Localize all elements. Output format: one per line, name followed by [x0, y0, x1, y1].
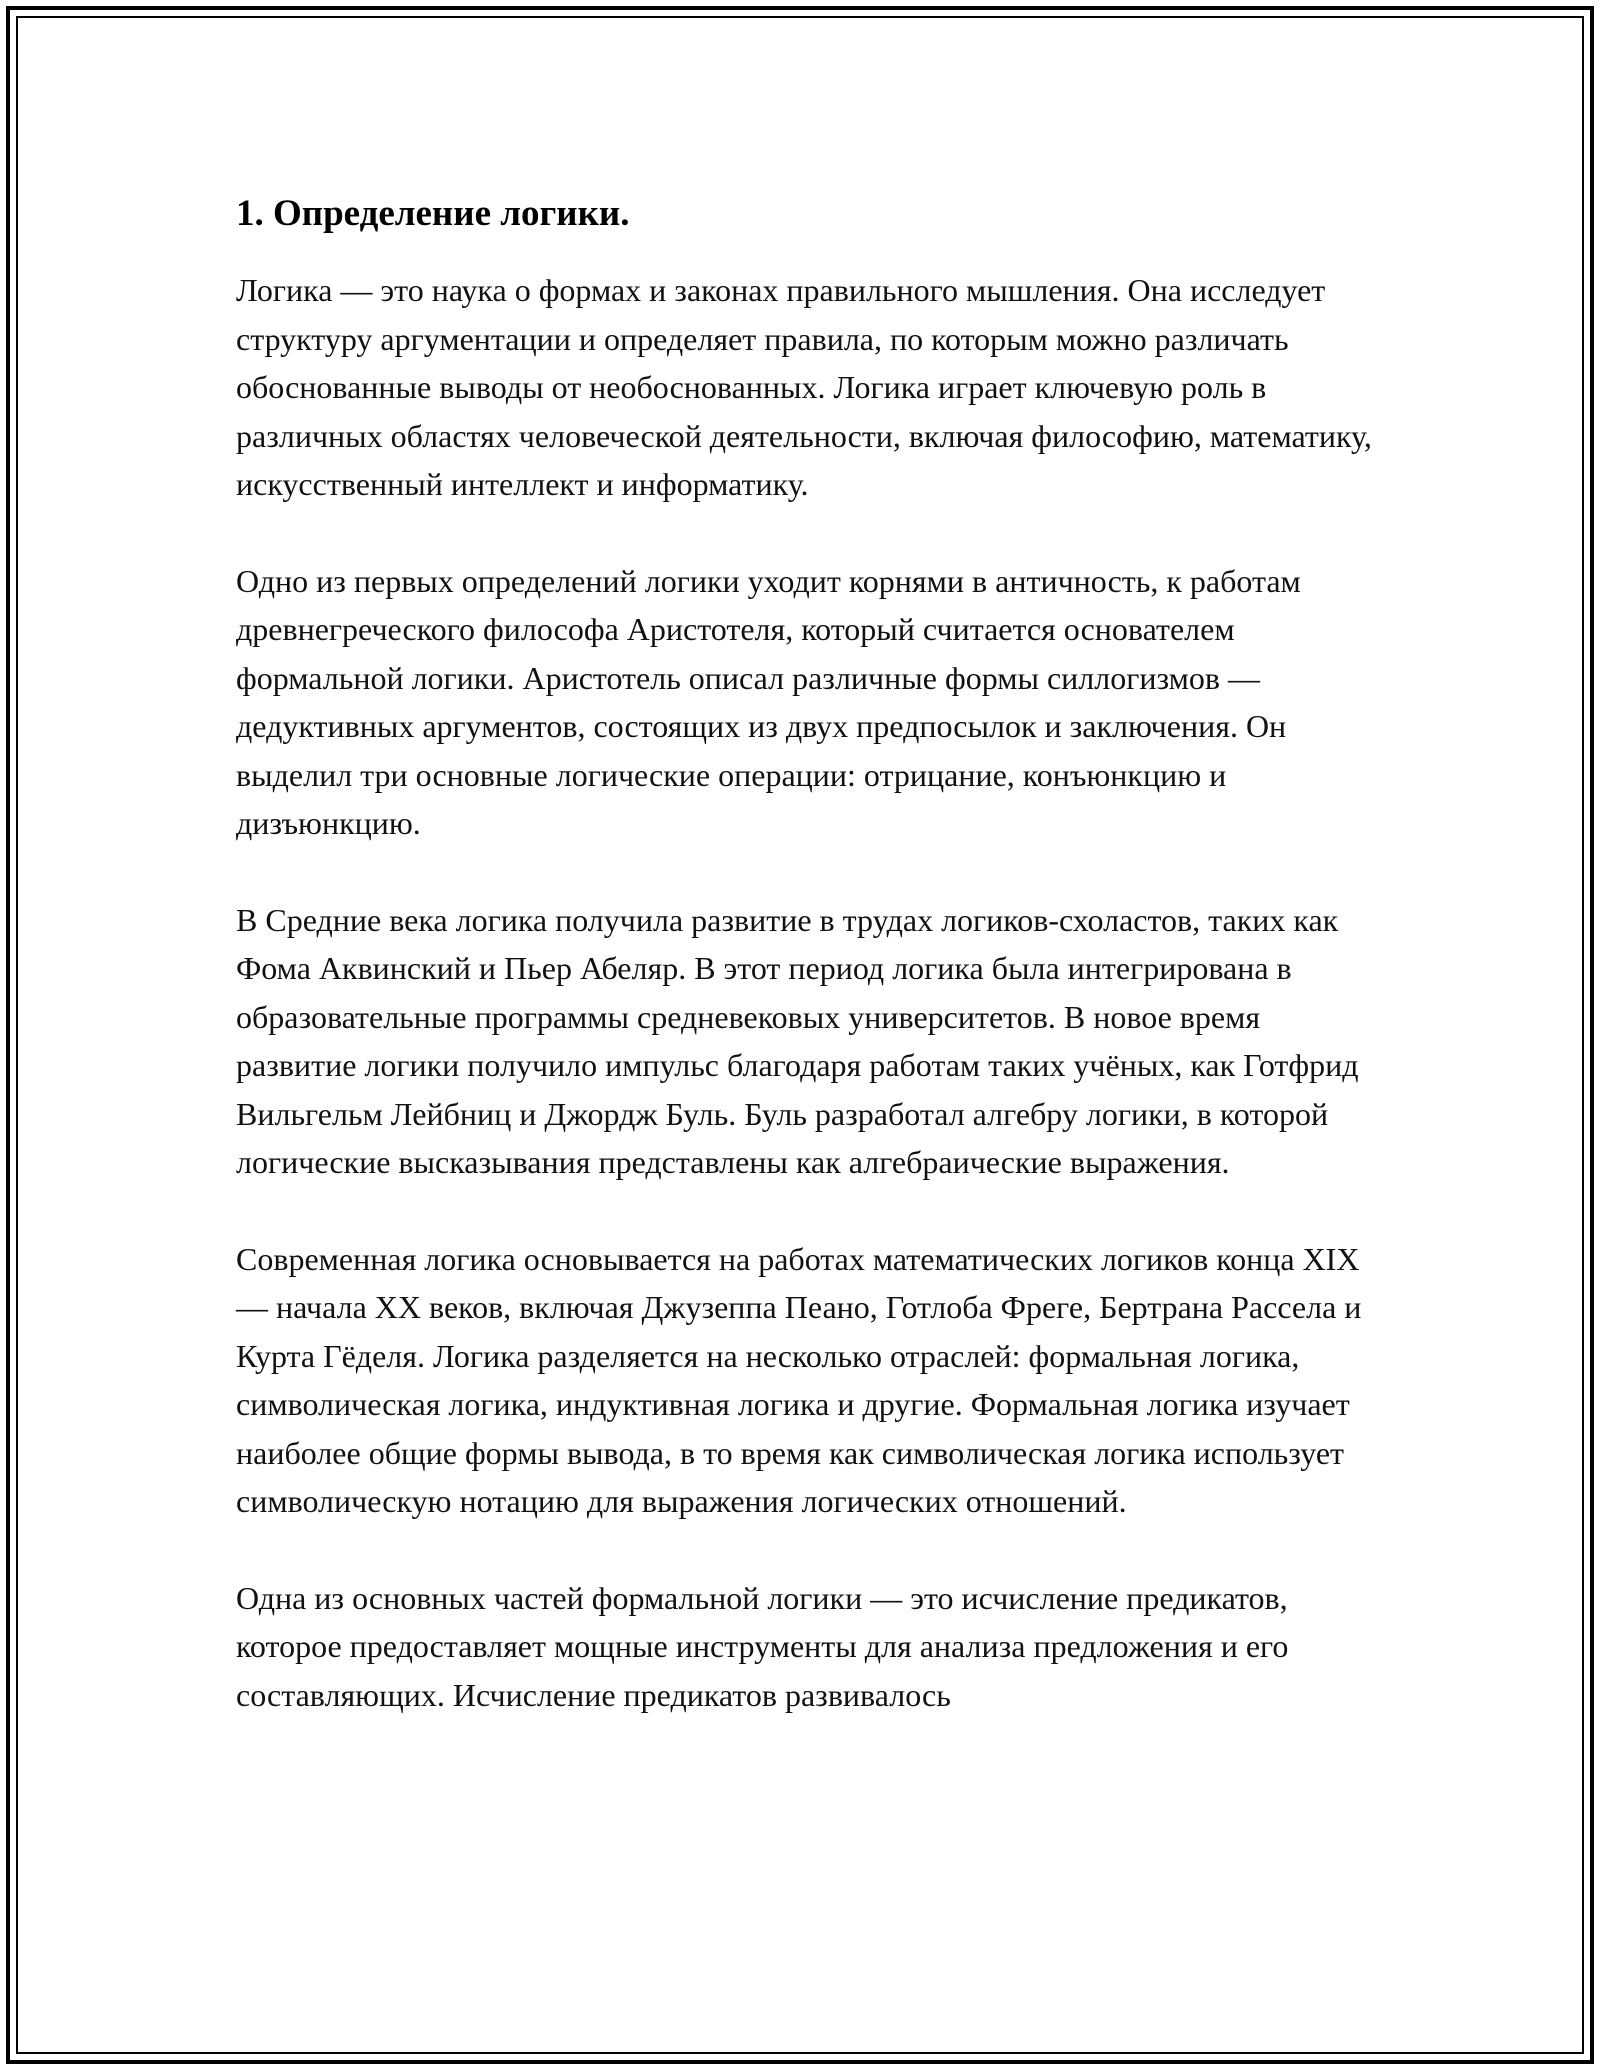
- section-heading: 1. Определение логики.: [236, 193, 630, 234]
- paragraph-3: В Средние века логика получила развитие в трудах логиков-схоластов, таких как Фома Аквинский и Пьер Абеляр. В этот период логика была интегрирована в образовательные программы средневековых университетов. В новое время развитие логики получило импульс благодаря работам таких учёных, как Готфрид Вильгельм Лейбниц и Джордж Буль. Буль разработал алгебру логики, в которой логические высказывания представлены как алгебраические выражения.: [236, 901, 1359, 1180]
- paragraph-2: Одно из первых определений логики уходит корнями в античность, к работам древнегреческого философа Аристотеля, который считается основателем формальной логики. Аристотель описал различные формы силлогизмов — дедуктивных аргументов, состоящих из двух предпосылок и заключения. Он выделил три основные логические операции: отрицание, конъюнкцию и дизъюнкцию.: [236, 562, 1301, 841]
- paragraph-5: Одна из основных частей формальной логики — это исчисление предикатов, которое предоставляет мощные инструменты для анализа предложения и его составляющих. Исчисление предикатов развивалось: [236, 1579, 1289, 1713]
- paragraph-4: Современная логика основывается на работах математических логиков конца XIX — начала XX веков, включая Джузеппа Пеано, Готлоба Фреге, Бертрана Рассела и Курта Гёделя. Логика разделяется на несколько отраслей: формальная логика, символическая логика, индуктивная логика и другие. Формальная логика изучает наиболее общие формы вывода, в то время как символическая логика использует символическую нотацию для выражения логических отношений.: [236, 1240, 1362, 1519]
- document-body: [236, 190, 1386, 1767]
- paragraph-1: Логика — это наука о формах и законах правильного мышления. Она исследует структуру аргументации и определяет правила, по которым можно различать обоснованные выводы от необоснованных. Логика играет ключевую роль в различных областях человеческой деятельности, включая философию, математику, искусственный интеллект и информатику.: [236, 272, 1372, 502]
